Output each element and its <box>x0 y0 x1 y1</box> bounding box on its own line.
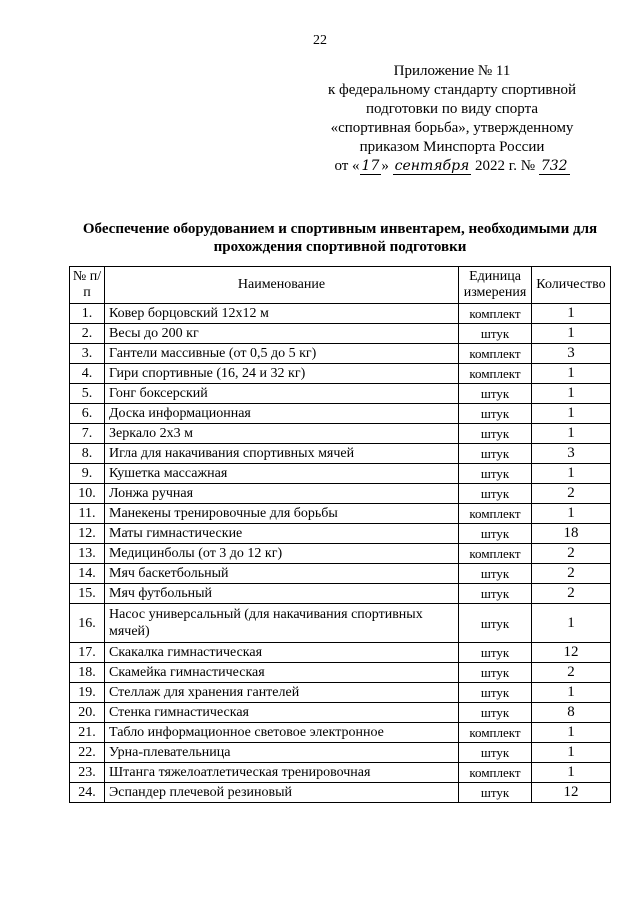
cell-number: 2. <box>70 324 105 344</box>
cell-name: Эспандер плечевой резиновый <box>105 783 459 803</box>
cell-number: 17. <box>70 643 105 663</box>
cell-number: 16. <box>70 604 105 643</box>
cell-quantity: 2 <box>532 484 611 504</box>
cell-name: Медицинболы (от 3 до 12 кг) <box>105 544 459 564</box>
table-row <box>70 364 611 384</box>
cell-unit: штук <box>459 743 532 763</box>
cell-name: Стеллаж для хранения гантелей <box>105 683 459 703</box>
cell-number: 5. <box>70 384 105 404</box>
cell-unit: штук <box>459 464 532 484</box>
cell-name: Гантели массивные (от 0,5 до 5 кг) <box>105 344 459 364</box>
date-mid: » <box>381 158 389 174</box>
cell-unit: штук <box>459 324 532 344</box>
cell-name: Стенка гимнастическая <box>105 703 459 723</box>
date-day: 17 <box>361 158 380 174</box>
cell-number: 24. <box>70 783 105 803</box>
table-row <box>70 484 611 504</box>
cell-number: 4. <box>70 364 105 384</box>
cell-unit: штук <box>459 683 532 703</box>
cell-unit: штук <box>459 564 532 584</box>
cell-unit: штук <box>459 484 532 504</box>
cell-unit: штук <box>459 584 532 604</box>
cell-name: Маты гимнастические <box>105 524 459 544</box>
header-quantity: Количество <box>532 267 611 304</box>
cell-name: Гонг боксерский <box>105 384 459 404</box>
equipment-table <box>69 266 611 803</box>
cell-name: Урна-плевательница <box>105 743 459 763</box>
table-header-row <box>70 267 611 304</box>
cell-quantity: 2 <box>532 663 611 683</box>
cell-number: 6. <box>70 404 105 424</box>
cell-number: 10. <box>70 484 105 504</box>
cell-number: 15. <box>70 584 105 604</box>
table-row <box>70 384 611 404</box>
cell-quantity: 1 <box>532 424 611 444</box>
cell-name: Игла для накачивания спортивных мячей <box>105 444 459 464</box>
cell-unit: штук <box>459 404 532 424</box>
cell-unit: штук <box>459 424 532 444</box>
cell-number: 18. <box>70 663 105 683</box>
cell-name: Весы до 200 кг <box>105 324 459 344</box>
date-prefix: от « <box>334 158 360 174</box>
cell-quantity: 18 <box>532 524 611 544</box>
table-row <box>70 604 611 643</box>
appendix-line: к федеральному стандарту спортивной <box>327 82 577 98</box>
appendix-line: подготовки по виду спорта <box>366 101 538 117</box>
cell-quantity: 1 <box>532 464 611 484</box>
date-month: сентября <box>394 158 470 174</box>
cell-name: Мяч баскетбольный <box>105 564 459 584</box>
cell-number: 1. <box>70 304 105 324</box>
cell-number: 8. <box>70 444 105 464</box>
cell-unit: комплект <box>459 344 532 364</box>
cell-unit: штук <box>459 384 532 404</box>
cell-number: 21. <box>70 723 105 743</box>
table-row <box>70 663 611 683</box>
table-row <box>70 763 611 783</box>
header-name: Наименование <box>105 267 459 304</box>
cell-name: Доска информационная <box>105 404 459 424</box>
cell-number: 20. <box>70 703 105 723</box>
cell-unit: штук <box>459 524 532 544</box>
cell-unit: комплект <box>459 723 532 743</box>
appendix-title: Приложение № 11 <box>393 63 511 79</box>
table-row <box>70 304 611 324</box>
header-unit: Единица измерения <box>459 267 532 304</box>
cell-number: 7. <box>70 424 105 444</box>
cell-number: 22. <box>70 743 105 763</box>
table-row <box>70 703 611 723</box>
table-row <box>70 504 611 524</box>
cell-name: Зеркало 2х3 м <box>105 424 459 444</box>
cell-name: Лонжа ручная <box>105 484 459 504</box>
cell-unit: комплект <box>459 364 532 384</box>
cell-quantity: 1 <box>532 723 611 743</box>
table-row <box>70 723 611 743</box>
cell-quantity: 12 <box>532 643 611 663</box>
table-row <box>70 584 611 604</box>
cell-unit: штук <box>459 643 532 663</box>
header-number: № п/п <box>70 267 105 304</box>
cell-name: Табло информационное световое электронное <box>105 723 459 743</box>
cell-quantity: 1 <box>532 504 611 524</box>
cell-quantity: 1 <box>532 604 611 643</box>
cell-number: 19. <box>70 683 105 703</box>
cell-number: 13. <box>70 544 105 564</box>
cell-unit: комплект <box>459 304 532 324</box>
appendix-block <box>302 62 602 176</box>
cell-name: Манекены тренировочные для борьбы <box>105 504 459 524</box>
cell-name: Ковер борцовский 12х12 м <box>105 304 459 324</box>
cell-unit: комплект <box>459 544 532 564</box>
cell-quantity: 1 <box>532 683 611 703</box>
cell-unit: комплект <box>459 763 532 783</box>
cell-quantity: 1 <box>532 364 611 384</box>
order-number: 732 <box>540 158 568 174</box>
cell-quantity: 1 <box>532 763 611 783</box>
cell-quantity: 12 <box>532 783 611 803</box>
appendix-date-line <box>302 157 602 176</box>
cell-unit: комплект <box>459 504 532 524</box>
cell-quantity: 2 <box>532 564 611 584</box>
date-year: 2022 г. № <box>475 158 536 174</box>
cell-number: 9. <box>70 464 105 484</box>
cell-quantity: 1 <box>532 384 611 404</box>
page-number: 22 <box>313 33 327 48</box>
cell-quantity: 2 <box>532 584 611 604</box>
cell-name: Скакалка гимнастическая <box>105 643 459 663</box>
cell-number: 14. <box>70 564 105 584</box>
cell-quantity: 8 <box>532 703 611 723</box>
cell-quantity: 1 <box>532 404 611 424</box>
cell-name: Гири спортивные (16, 24 и 32 кг) <box>105 364 459 384</box>
cell-unit: штук <box>459 663 532 683</box>
table-row <box>70 783 611 803</box>
cell-name: Мяч футбольный <box>105 584 459 604</box>
table-row <box>70 683 611 703</box>
cell-unit: штук <box>459 444 532 464</box>
table-row <box>70 324 611 344</box>
section-heading: Обеспечение оборудованием и спортивным инвентарем, необходимыми для прохождения спортивной подготовки <box>82 221 598 255</box>
cell-name: Насос универсальный (для накачивания спортивных мячей) <box>105 604 459 643</box>
table-row <box>70 464 611 484</box>
appendix-line: приказом Минспорта России <box>359 139 545 155</box>
table-row <box>70 544 611 564</box>
cell-number: 3. <box>70 344 105 364</box>
table-row <box>70 344 611 364</box>
cell-name: Кушетка массажная <box>105 464 459 484</box>
table-row <box>70 524 611 544</box>
cell-number: 12. <box>70 524 105 544</box>
cell-quantity: 3 <box>532 344 611 364</box>
cell-quantity: 1 <box>532 324 611 344</box>
cell-unit: штук <box>459 783 532 803</box>
table-row <box>70 643 611 663</box>
cell-name: Штанга тяжелоатлетическая тренировочная <box>105 763 459 783</box>
cell-name: Скамейка гимнастическая <box>105 663 459 683</box>
table-row <box>70 444 611 464</box>
cell-quantity: 1 <box>532 304 611 324</box>
table-row <box>70 564 611 584</box>
cell-quantity: 1 <box>532 743 611 763</box>
cell-quantity: 3 <box>532 444 611 464</box>
cell-number: 11. <box>70 504 105 524</box>
cell-unit: штук <box>459 604 532 643</box>
cell-number: 23. <box>70 763 105 783</box>
cell-quantity: 2 <box>532 544 611 564</box>
table-row <box>70 743 611 763</box>
table-row <box>70 424 611 444</box>
appendix-line: «спортивная борьба», утвержденному <box>330 120 574 136</box>
cell-unit: штук <box>459 703 532 723</box>
table-row <box>70 404 611 424</box>
